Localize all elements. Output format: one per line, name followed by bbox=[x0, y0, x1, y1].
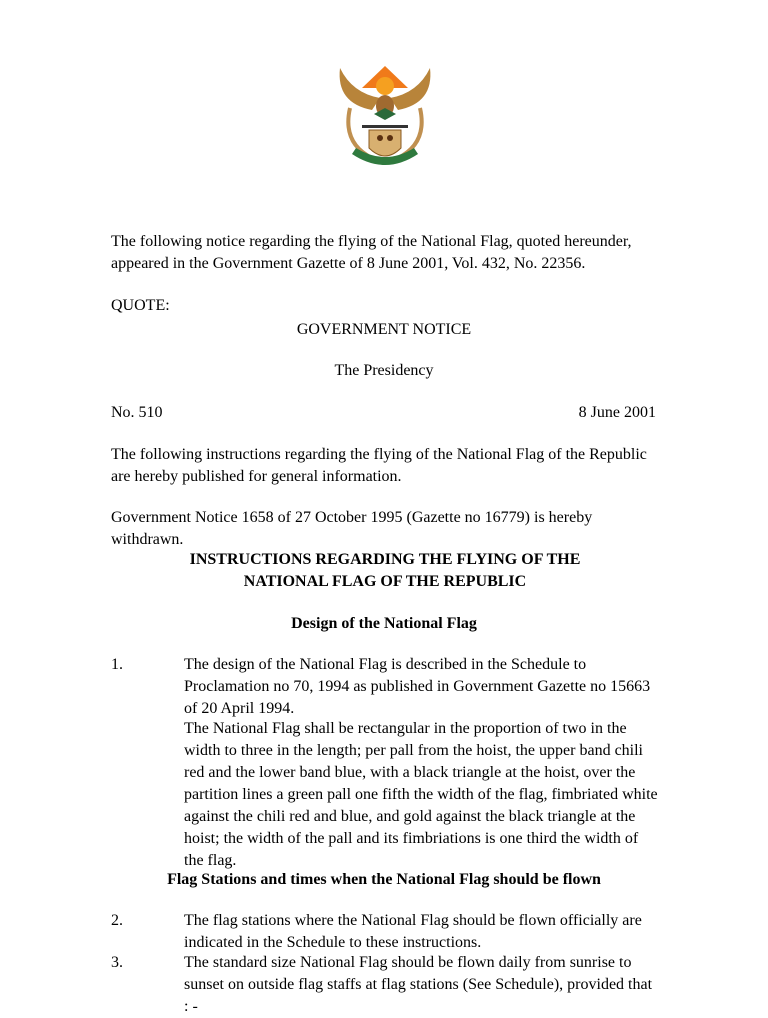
quote-label: QUOTE: bbox=[111, 297, 170, 314]
coat-of-arms-emblem bbox=[332, 48, 438, 170]
notice-date: 8 June 2001 bbox=[578, 404, 656, 421]
item-text: The design of the National Flag is described in the Schedule to Proclamation no 70, 1994 as published in Government Gazette no 15663 of 20 April 1994. bbox=[184, 656, 651, 717]
issuer: The Presidency bbox=[334, 362, 434, 379]
item-text: The flag stations where the National Flag should be flown officially are indicated in the Schedule to these instructions. bbox=[184, 912, 642, 951]
paragraph-2: Government Notice 1658 of 27 October 1995 (Gazette no 16779) is hereby withdrawn. bbox=[111, 509, 593, 548]
notice-number: No. 510 bbox=[111, 404, 163, 421]
item-number: 1. bbox=[111, 656, 123, 673]
section-title-flag-stations: Flag Stations and times when the National Flag should be flown bbox=[167, 871, 601, 888]
item-number: 3. bbox=[111, 954, 123, 971]
item-text: The standard size National Flag should be flown daily from sunrise to sunset on outside flag staffs at flag stations (See Schedule), provided that : - bbox=[184, 954, 653, 1015]
notice-title: GOVERNMENT NOTICE bbox=[296, 321, 472, 338]
instructions-heading: INSTRUCTIONS REGARDING THE FLYING OF THE NATIONAL FLAG OF THE REPUBLIC bbox=[189, 551, 581, 590]
intro-paragraph: The following notice regarding the flying of the National Flag, quoted hereunder, appeared in the Government Gazette of 8 June 2001, Vol. 432, No. 22356. bbox=[111, 233, 632, 272]
paragraph-1: The following instructions regarding the flying of the National Flag of the Republic are hereby published for general information. bbox=[111, 446, 647, 485]
item-text-continued: The National Flag shall be rectangular in the proportion of two in the width to three in the length; per pall from the hoist, the upper band chili red and the lower band blue, with a black triangle at the hoist, over the partition lines a green pall one fifth the width of the flag, fimbriated white against the chili red and blue, and gold against the black triangle at the hoist; the width of the pall and its fimbriations is one third the width of the flag. bbox=[184, 720, 658, 869]
item-number: 2. bbox=[111, 912, 123, 929]
section-title-design: Design of the National Flag bbox=[291, 615, 477, 632]
